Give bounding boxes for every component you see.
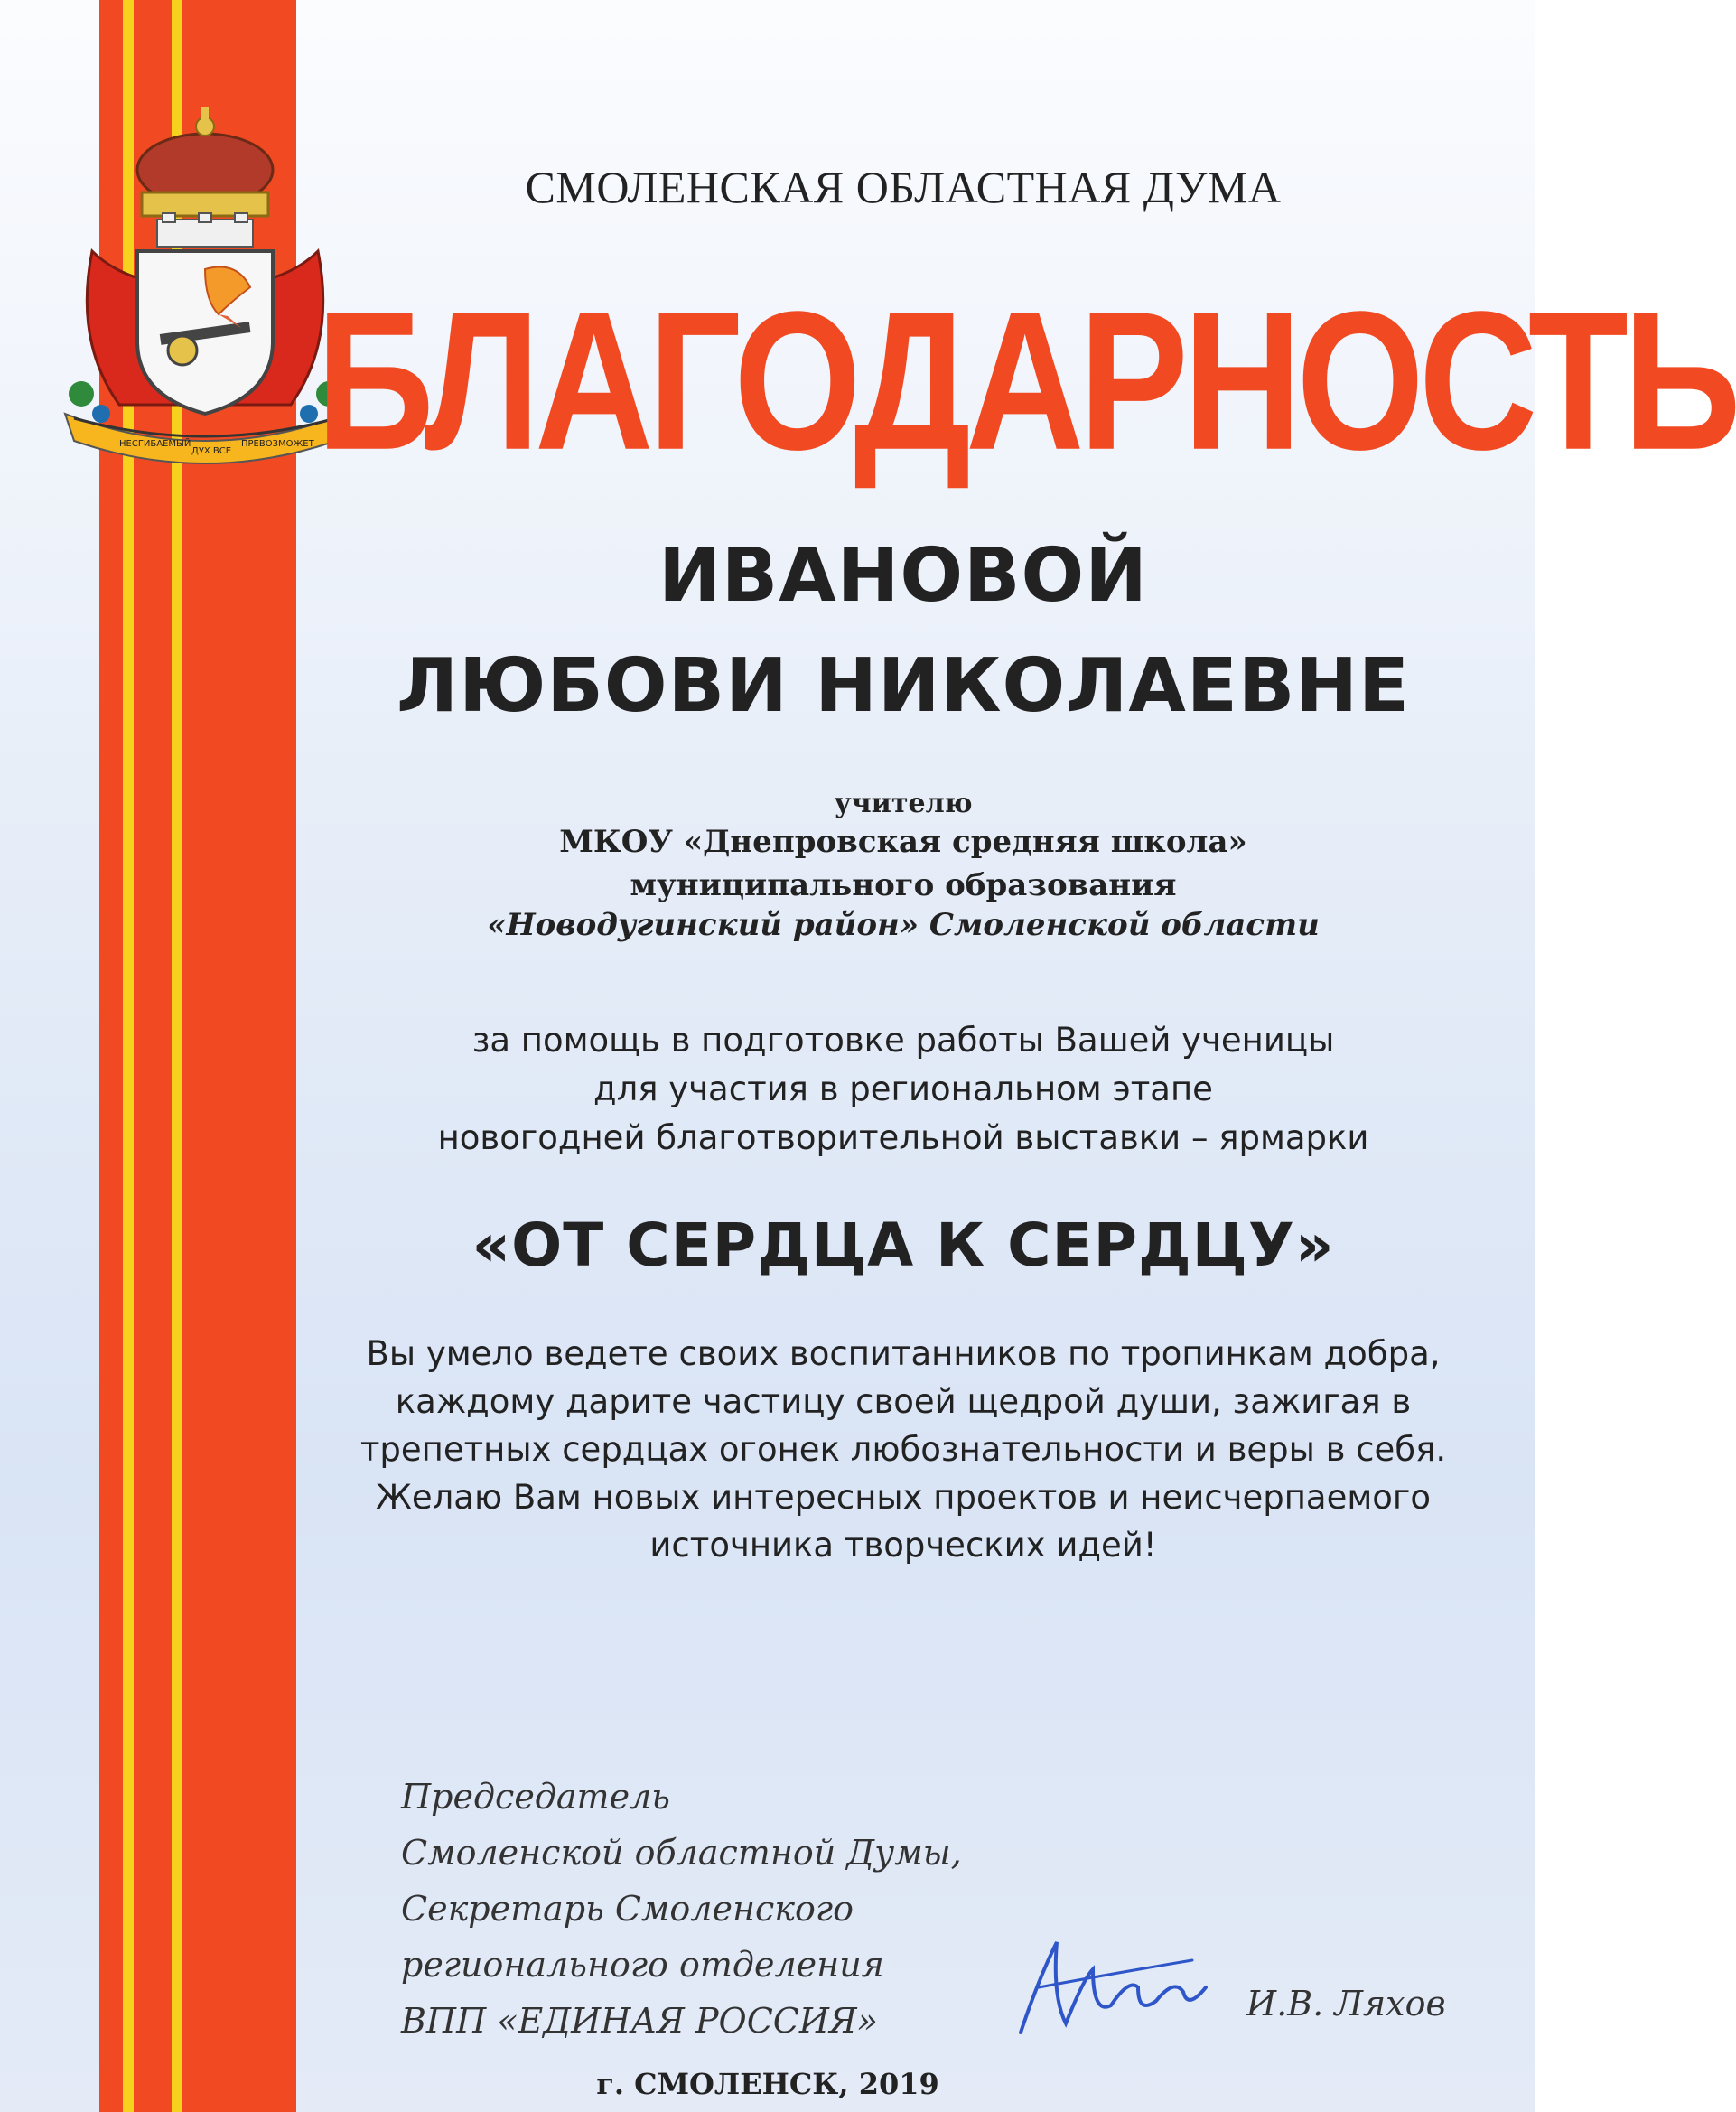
coat-of-arms-icon bbox=[56, 107, 354, 459]
wish-line: Желаю Вам новых интересных проектов и неисчерпаемого bbox=[376, 1478, 1431, 1517]
recipient-given-names: ЛЮБОВИ НИКОЛАЕВНЕ bbox=[397, 643, 1410, 729]
signer-line: регионального отделения bbox=[401, 1945, 884, 1985]
organization-name: СМОЛЕНСКАЯ ОБЛАСТНАЯ ДУМА bbox=[525, 162, 1282, 212]
reason-text bbox=[316, 1016, 1490, 1163]
signer-name: И.В. Ляхов bbox=[1246, 1984, 1446, 2023]
handwritten-signature-icon bbox=[1003, 1924, 1219, 2060]
wish-line: источника творческих идей! bbox=[649, 1526, 1157, 1565]
recipient-surname: ИВАНОВОЙ bbox=[658, 533, 1148, 619]
emblem-motto-left: НЕСГИБАЕМЫЙ bbox=[119, 439, 191, 449]
reason-line: для участия в региональном этапе bbox=[593, 1070, 1213, 1108]
recipient-district: «Новодугинский район» Смоленской области bbox=[487, 907, 1320, 943]
reason-line: новогодней благотворительной выставки – ярмарки bbox=[437, 1118, 1369, 1157]
recipient-municipality: муниципального образования bbox=[630, 867, 1177, 903]
place-and-date: г. СМОЛЕНСК, 2019 bbox=[596, 2067, 939, 2101]
wish-line: Вы умело ведете своих воспитанников по тропинкам добра, bbox=[366, 1334, 1441, 1373]
event-name: «ОТ СЕРДЦА К СЕРДЦУ» bbox=[471, 1210, 1335, 1280]
signer-line: Смоленской областной Думы, bbox=[401, 1833, 962, 1873]
wish-line: трепетных сердцах огонек любознательности и веры в себя. bbox=[359, 1430, 1447, 1469]
recipient-school: МКОУ «Днепровская средняя школа» bbox=[559, 824, 1247, 860]
emblem-motto-right: ПРЕВОЗМОЖЕТ bbox=[241, 439, 314, 449]
signer-line: ВПП «ЕДИНАЯ РОССИЯ» bbox=[401, 2001, 878, 2041]
emblem-motto-center: ДУХ ВСЕ bbox=[191, 446, 232, 456]
signer-line: Председатель bbox=[401, 1777, 670, 1817]
wishes-text bbox=[316, 1330, 1490, 1569]
recipient-position: учителю bbox=[834, 788, 973, 819]
wish-line: каждому дарите частицу своей щедрой души, зажигая в bbox=[395, 1382, 1412, 1421]
signer-title bbox=[401, 1769, 1033, 2049]
signer-line: Секретарь Смоленского bbox=[401, 1889, 854, 1929]
reason-line: за помощь в подготовке работы Вашей ученицы bbox=[471, 1021, 1335, 1060]
document-title: БЛАГОДАРНОСТЬ bbox=[316, 269, 1736, 491]
